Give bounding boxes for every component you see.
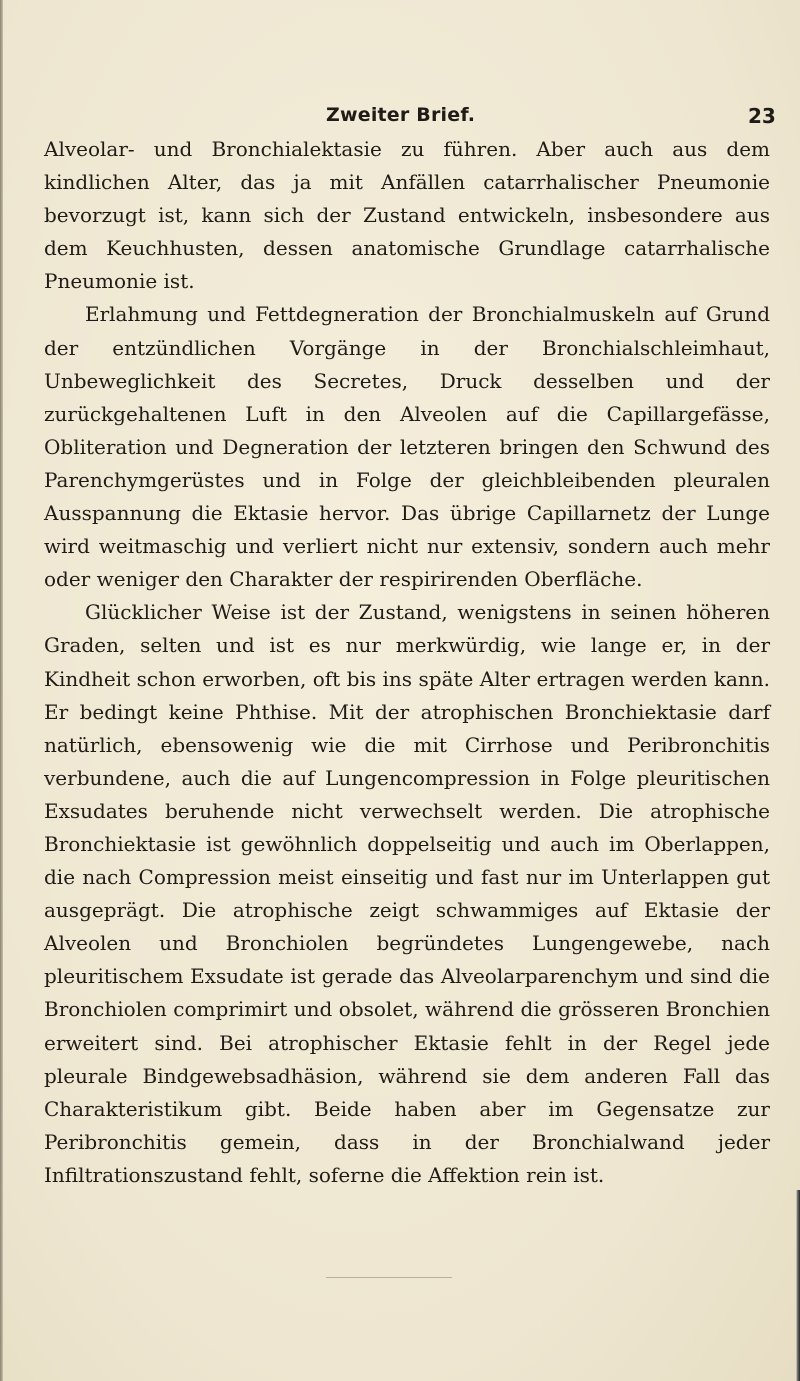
running-title: Zweiter Brief.	[326, 104, 476, 126]
paragraph-erlahmung: Erlahmung und Fettdegneration der Bronchialmuskeln auf Grund der entzündlichen Vorgänge in der Bronchialschleimhaut, Unbeweglichkeit des Secretes, Druck desselben und der zurückgehaltenen Luft in den Alveolen auf die Capillargefässe, Obliteration und Degneration der letzteren bringen den Schwund des Parenchymgerüstes und in Folge der gleichbleibenden pleuralen Ausspannung die Ektasie hervor. Das übrige Capillarnetz der Lunge wird weitmaschig und verliert nicht nur extensiv, sondern auch mehr oder weniger den Charakter der respirirenden Oberfläche.	[44, 302, 770, 592]
page-left-edge	[0, 0, 3, 1381]
paragraph-gluecklicher: Glücklicher Weise ist der Zustand, wenigstens in seinen höheren Graden, selten und ist es nur merkwürdig, wie lange er, in der Kindheit schon erworben, oft bis ins späte Alter ertragen werden kann. Er bedingt keine Phthise. Mit der atrophischen Bronchiektasie darf natürlich, ebensowenig wie die mit Cirrhose und Peribronchitis verbundene, auch die auf Lungencompression in Folge pleuritischen Exsudates beruhende nicht verwechselt werden. Die atrophische Bronchiektasie ist gewöhnlich doppelseitig und auch im Oberlappen, die nach Compression meist einseitig und fast nur im Unterlappen gut ausgeprägt. Die atrophische zeigt schwammiges auf Ektasie der Alveolen und Bronchiolen begründetes Lungengewebe, nach pleuritischem Exsudate ist gerade das Alveolarparenchym und sind die Bronchiolen comprimirt und obsolet, während die grösseren Bronchien erweitert sind. Bei atrophischer Ektasie fehlt in der Regel jede pleurale Bindgewebsadhäsion, während sie dem anderen Fall das Charakteristikum gibt. Beide haben aber im Gegensatze zur Peribronchitis gemein, dass in der Bronchialwand jeder Infiltrationszustand fehlt, soferne die Affektion rein ist.	[44, 600, 770, 1187]
paragraph-continuation: Alveolar- und Bronchialektasie zu führen. Aber auch aus dem kindlichen Alter, das ja mit Anfällen catarrhalischer Pneumonie bevorzugt ist, kann sich der Zustand entwickeln, insbesondere aus dem Keuchhusten, dessen anatomische Grundlage catarrhalische Pneumonie ist.	[44, 137, 770, 294]
end-rule	[326, 1277, 452, 1278]
body-text	[44, 133, 770, 1192]
page-number: 23	[748, 104, 776, 128]
running-head	[0, 104, 800, 134]
page-right-edge-shadow	[796, 1190, 800, 1381]
